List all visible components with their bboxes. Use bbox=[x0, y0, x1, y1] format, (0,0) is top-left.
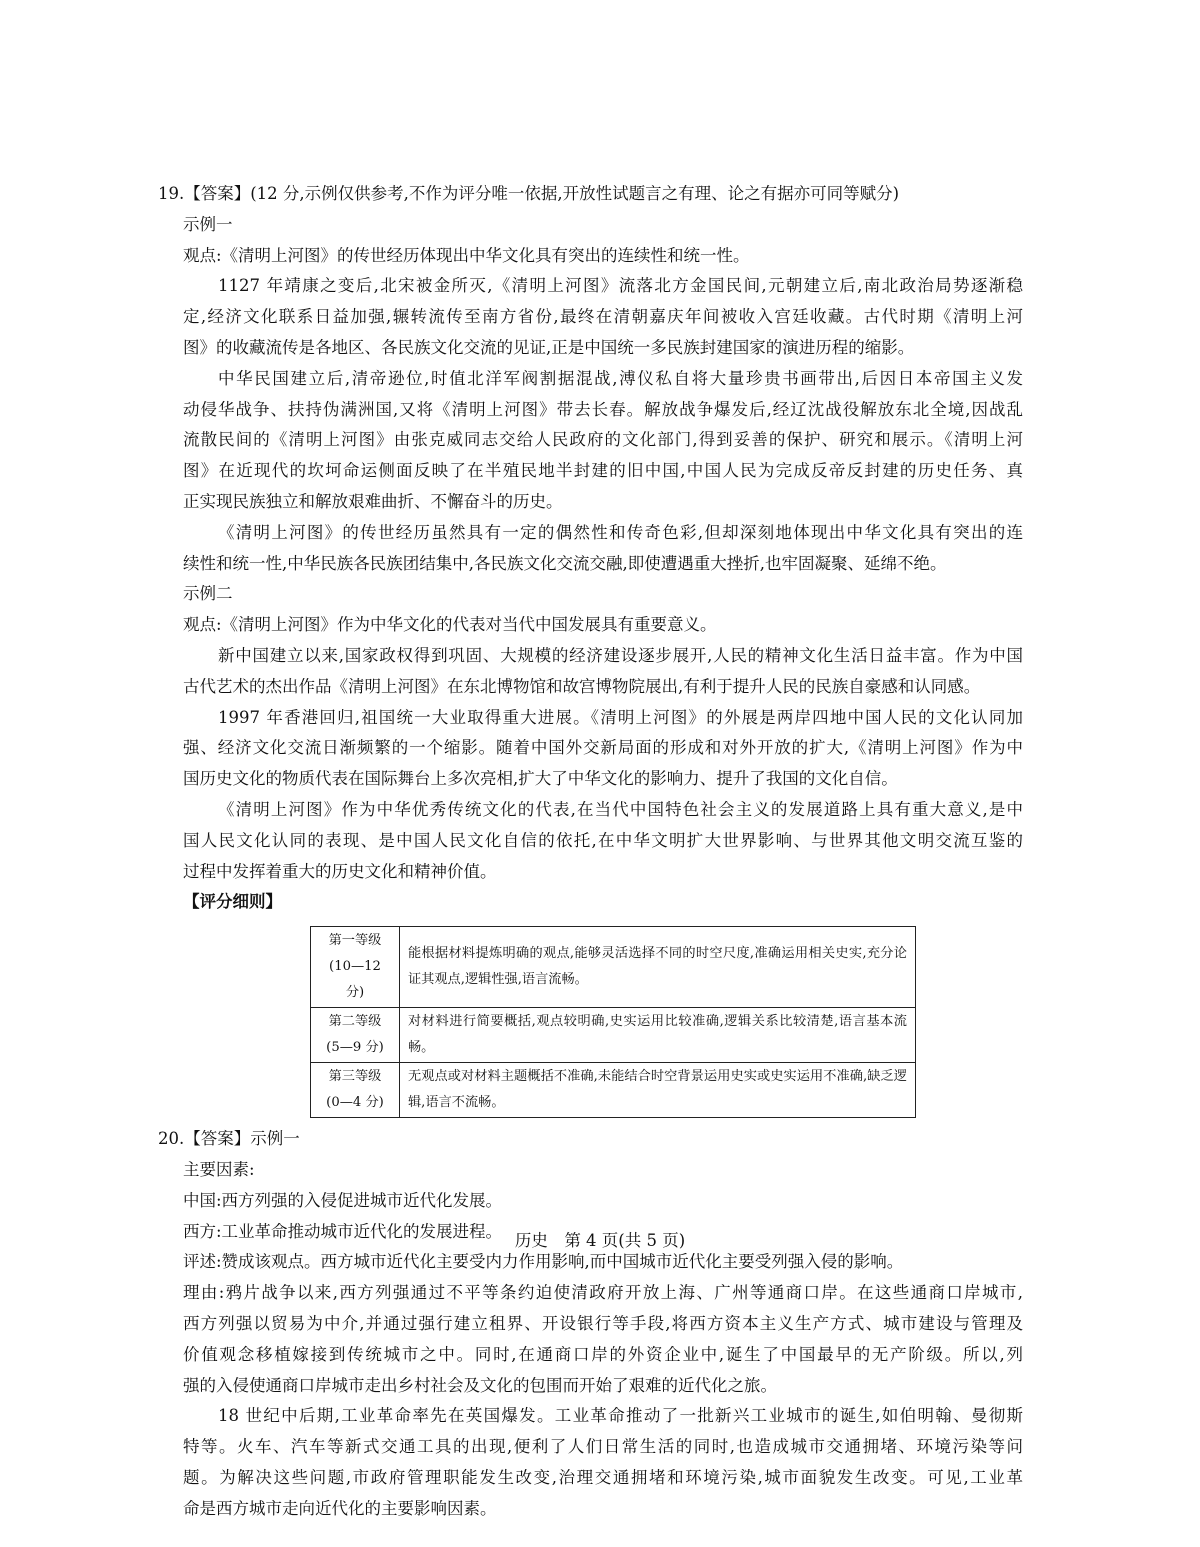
example-1-label: 示例一 bbox=[183, 214, 233, 234]
paragraph-line: 命是西方城市走向近代化的主要影响因素。 bbox=[183, 1498, 497, 1518]
table-row bbox=[311, 1008, 916, 1063]
table-row bbox=[311, 1063, 916, 1118]
rubric-range: (0—4 分) bbox=[326, 1095, 384, 1111]
paragraph-line: 动侵华战争、扶持伪满洲国,又将《清明上河图》带去长春。解放战争爆发后,经辽沈战役解放东北全境,因战乱 bbox=[183, 399, 1023, 419]
paragraph-line: 西方列强以贸易为中介,并通过强行建立租界、开设银行等手段,将西方资本主义生产方式、城市建设与管理及 bbox=[183, 1313, 1023, 1333]
q20-heading: 20.【答案】示例一 bbox=[158, 1129, 300, 1149]
rubric-title: 【评分细则】 bbox=[183, 892, 282, 912]
rubric-level-cell bbox=[311, 1008, 400, 1063]
paragraph-line: 强、经济文化交流日渐频繁的一个缩影。随着中国外交新局面的形成和对外开放的扩大,《清明上河图》作为中 bbox=[183, 738, 1023, 758]
paragraph-line: 理由:鸦片战争以来,西方列强通过不平等条约迫使清政府开放上海、广州等通商口岸。在这些通商口岸城市, bbox=[183, 1283, 1023, 1303]
rubric-level-cell bbox=[311, 927, 400, 1008]
paragraph-line: 图》在近现代的坎坷命运侧面反映了在半殖民地半封建的旧中国,中国人民为完成反帝反封建的历史任务、真 bbox=[183, 461, 1023, 481]
paragraph-line: 新中国建立以来,国家政权得到巩固、大规模的经济建设逐步展开,人民的精神文化生活日益丰富。作为中国 bbox=[218, 645, 1023, 665]
q19-heading: 19.【答案】(12 分,示例仅供参考,不作为评分唯一依据,开放性试题言之有理、论之有据亦可同等赋分) bbox=[158, 184, 900, 203]
paragraph-line: 国历史文化的物质代表在国际舞台上多次亮相,扩大了中华文化的影响力、提升了我国的文化自信。 bbox=[183, 769, 898, 789]
example-2-label: 示例二 bbox=[183, 584, 233, 604]
paragraph-line: 古代艺术的杰出作品《清明上河图》在东北博物馆和故宫博物院展出,有利于提升人民的民族自豪感和认同感。 bbox=[183, 676, 981, 696]
paragraph-line: 《清明上河图》作为中华优秀传统文化的代表,在当代中国特色社会主义的发展道路上具有重大意义,是中 bbox=[218, 799, 1023, 819]
paragraph-line: 续性和统一性,中华民族各民族团结集中,各民族文化交流交融,即使遭遇重大挫折,也牢固凝聚、延绵不绝。 bbox=[183, 553, 947, 573]
rubric-level: 第二等级 bbox=[328, 1014, 382, 1030]
paragraph-line: 题。为解决这些问题,市政府管理职能发生改变,治理交通拥堵和环境污染,城市面貌发生改变。可见,工业革 bbox=[183, 1467, 1023, 1487]
factors-label: 主要因素: bbox=[183, 1159, 255, 1179]
factor-west: 西方:工业革命推动城市近代化的发展进程。 bbox=[183, 1221, 503, 1241]
rubric-level: 第三等级 bbox=[328, 1069, 382, 1085]
rubric-description: 无观点或对材料主题概括不准确,未能结合时空背景运用史实或史实运用不准确,缺乏逻辑,语言不流畅。 bbox=[400, 1063, 916, 1118]
rubric-table bbox=[310, 926, 916, 1118]
paragraph-line: 18 世纪中后期,工业革命率先在英国爆发。工业革命推动了一批新兴工业城市的诞生,如伯明翰、曼彻斯 bbox=[218, 1406, 1023, 1426]
rubric-description: 能根据材料提炼明确的观点,能够灵活选择不同的时空尺度,准确运用相关史实,充分论证其观点,逻辑性强,语言流畅。 bbox=[400, 927, 916, 1008]
paragraph-line: 流散民间的《清明上河图》由张克威同志交给人民政府的文化部门,得到妥善的保护、研究和展示。《清明上河 bbox=[183, 430, 1023, 450]
rubric-level: 第一等级 bbox=[328, 933, 382, 949]
paragraph-line: 《清明上河图》的传世经历虽然具有一定的偶然性和传奇色彩,但却深刻地体现出中华文化具有突出的连 bbox=[218, 522, 1023, 542]
paragraph-line: 价值观念移植嫁接到传统城市之中。同时,在通商口岸的外资企业中,诞生了中国最早的无产阶级。所以,列 bbox=[183, 1344, 1023, 1364]
paragraph-line: 正实现民族独立和解放艰难曲折、不懈奋斗的历史。 bbox=[183, 491, 563, 511]
rubric-range: (10—12 分) bbox=[329, 959, 381, 1001]
example-1-viewpoint: 观点:《清明上河图》的传世经历体现出中华文化具有突出的连续性和统一性。 bbox=[183, 245, 750, 265]
example-2-viewpoint: 观点:《清明上河图》作为中华文化的代表对当代中国发展具有重要意义。 bbox=[183, 615, 717, 635]
paragraph-line: 过程中发挥着重大的历史文化和精神价值。 bbox=[183, 861, 497, 881]
paragraph-line: 定,经济文化联系日益加强,辗转流传至南方省份,最终在清朝嘉庆年间被收入宫廷收藏。古代时期《清明上河 bbox=[183, 307, 1023, 327]
rubric-description: 对材料进行简要概括,观点较明确,史实运用比较准确,逻辑关系比较清楚,语言基本流畅。 bbox=[400, 1008, 916, 1063]
paragraph-line: 1997 年香港回归,祖国统一大业取得重大进展。《清明上河图》的外展是两岸四地中国人民的文化认同加 bbox=[218, 707, 1023, 727]
factor-china: 中国:西方列强的入侵促进城市近代化发展。 bbox=[183, 1190, 503, 1210]
paragraph-line: 强的入侵使通商口岸城市走出乡村社会及文化的包围而开始了艰难的近代化之旅。 bbox=[183, 1375, 777, 1395]
answer-content bbox=[158, 179, 1023, 1524]
table-row bbox=[311, 927, 916, 1008]
paragraph-line: 国人民文化认同的表现、是中国人民文化自信的依托,在中华文明扩大世界影响、与世界其他文明交流互鉴的 bbox=[183, 830, 1023, 850]
rubric-range: (5—9 分) bbox=[326, 1040, 384, 1056]
paragraph-line: 图》的收藏流传是各地区、各民族文化交流的见证,正是中国统一多民族封建国家的演进历程的缩影。 bbox=[183, 337, 915, 357]
comment: 评述:赞成该观点。西方城市近代化主要受内力作用影响,而中国城市近代化主要受列强入侵的影响。 bbox=[183, 1252, 904, 1272]
paragraph-line: 1127 年靖康之变后,北宋被金所灭,《清明上河图》流落北方金国民间,元朝建立后,南北政治局势逐渐稳 bbox=[218, 276, 1023, 296]
paragraph-line: 中华民国建立后,清帝逊位,时值北洋军阀割据混战,溥仪私自将大量珍贵书画带出,后因日本帝国主义发 bbox=[218, 368, 1023, 388]
paragraph-line: 特等。火车、汽车等新式交通工具的出现,便利了人们日常生活的同时,也造成城市交通拥堵、环境污染等问 bbox=[183, 1437, 1023, 1457]
page-footer: 历史 第 4 页(共 5 页) bbox=[514, 1231, 686, 1250]
rubric-level-cell bbox=[311, 1063, 400, 1118]
